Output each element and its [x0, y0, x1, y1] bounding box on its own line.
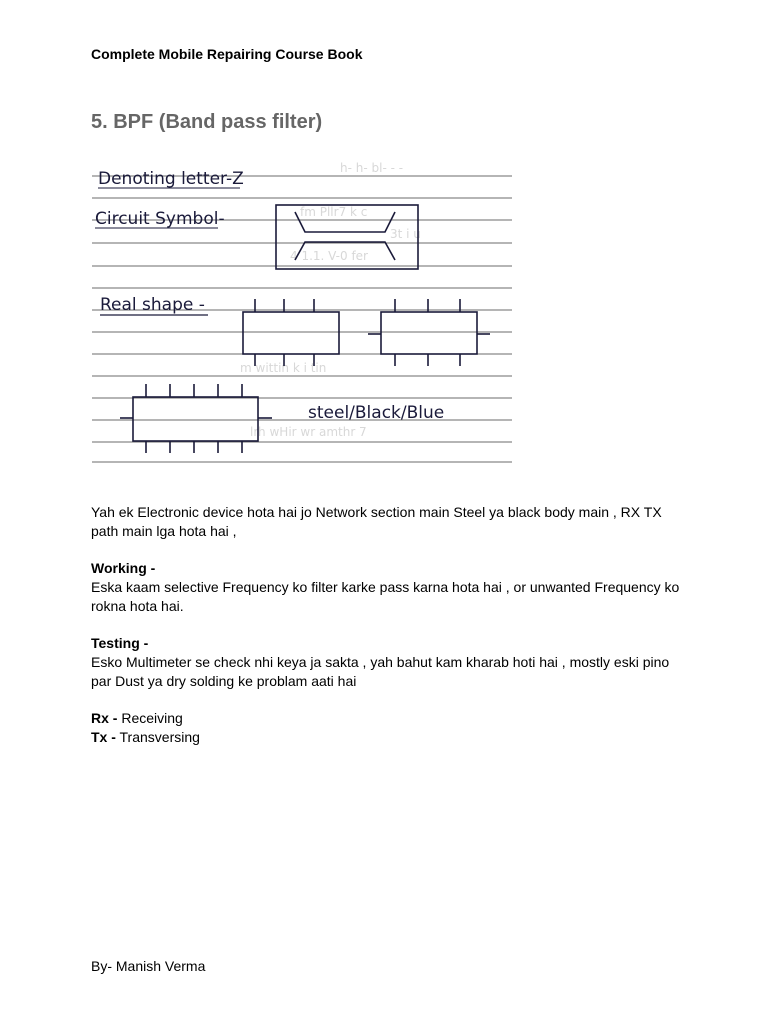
rx-label: Rx -: [91, 710, 118, 726]
rx-text: Receiving: [117, 710, 183, 726]
denoting-letter-label: Denoting letter-Z: [98, 169, 244, 189]
book-title: Complete Mobile Repairing Course Book: [91, 46, 363, 62]
author-footer: By- Manish Verma: [91, 958, 206, 974]
svg-text:h- h- bl- - -: h- h- bl- - -: [340, 161, 404, 175]
testing-text: Esko Multimeter se check nhi keya ja sakta , yah bahut kam kharab hoti hai , mostly eski pino par Dust ya dry solding ke problam aati hai: [91, 654, 670, 689]
bpf-component-3: [120, 384, 272, 453]
rx-line: [91, 709, 681, 728]
real-shape-label: Real shape -: [100, 295, 205, 315]
svg-text:fm Pllr7 k c: fm Pllr7 k c: [300, 205, 368, 219]
testing-label: Testing -: [91, 635, 149, 651]
intro-paragraph: Yah ek Electronic device hota hai jo Network section main Steel ya black body main , RX TX path main lga hota hai ,: [91, 504, 662, 539]
tx-label: Tx -: [91, 729, 116, 745]
working-label: Working -: [91, 560, 156, 576]
svg-text:4 1.1. V-0 fer: 4 1.1. V-0 fer: [290, 249, 368, 263]
tx-line: [91, 728, 681, 747]
working-section: [91, 559, 681, 616]
circuit-symbol-label: Circuit Symbol-: [95, 209, 225, 229]
testing-section: [91, 634, 681, 691]
handwritten-sketch: [90, 156, 514, 468]
svg-text:lrh wHir wr amthr 7: lrh wHir wr amthr 7: [250, 425, 367, 439]
colors-note: steel/Black/Blue: [308, 403, 445, 423]
body-text: [91, 503, 681, 747]
abbreviations: [91, 709, 681, 747]
tx-text: Transversing: [115, 729, 200, 745]
bpf-component-1: [243, 299, 339, 366]
bleed-through: [240, 161, 421, 439]
working-text: Eska kaam selective Frequency ko filter karke pass karna hota hai , or unwanted Frequency ko rokna hota hai.: [91, 579, 680, 614]
svg-text:m wittin k i tin: m wittin k i tin: [240, 361, 327, 375]
bpf-component-2: [368, 299, 490, 366]
svg-text:3t i u: 3t i u: [390, 227, 421, 241]
section-heading: 5. BPF (Band pass filter): [91, 111, 323, 133]
